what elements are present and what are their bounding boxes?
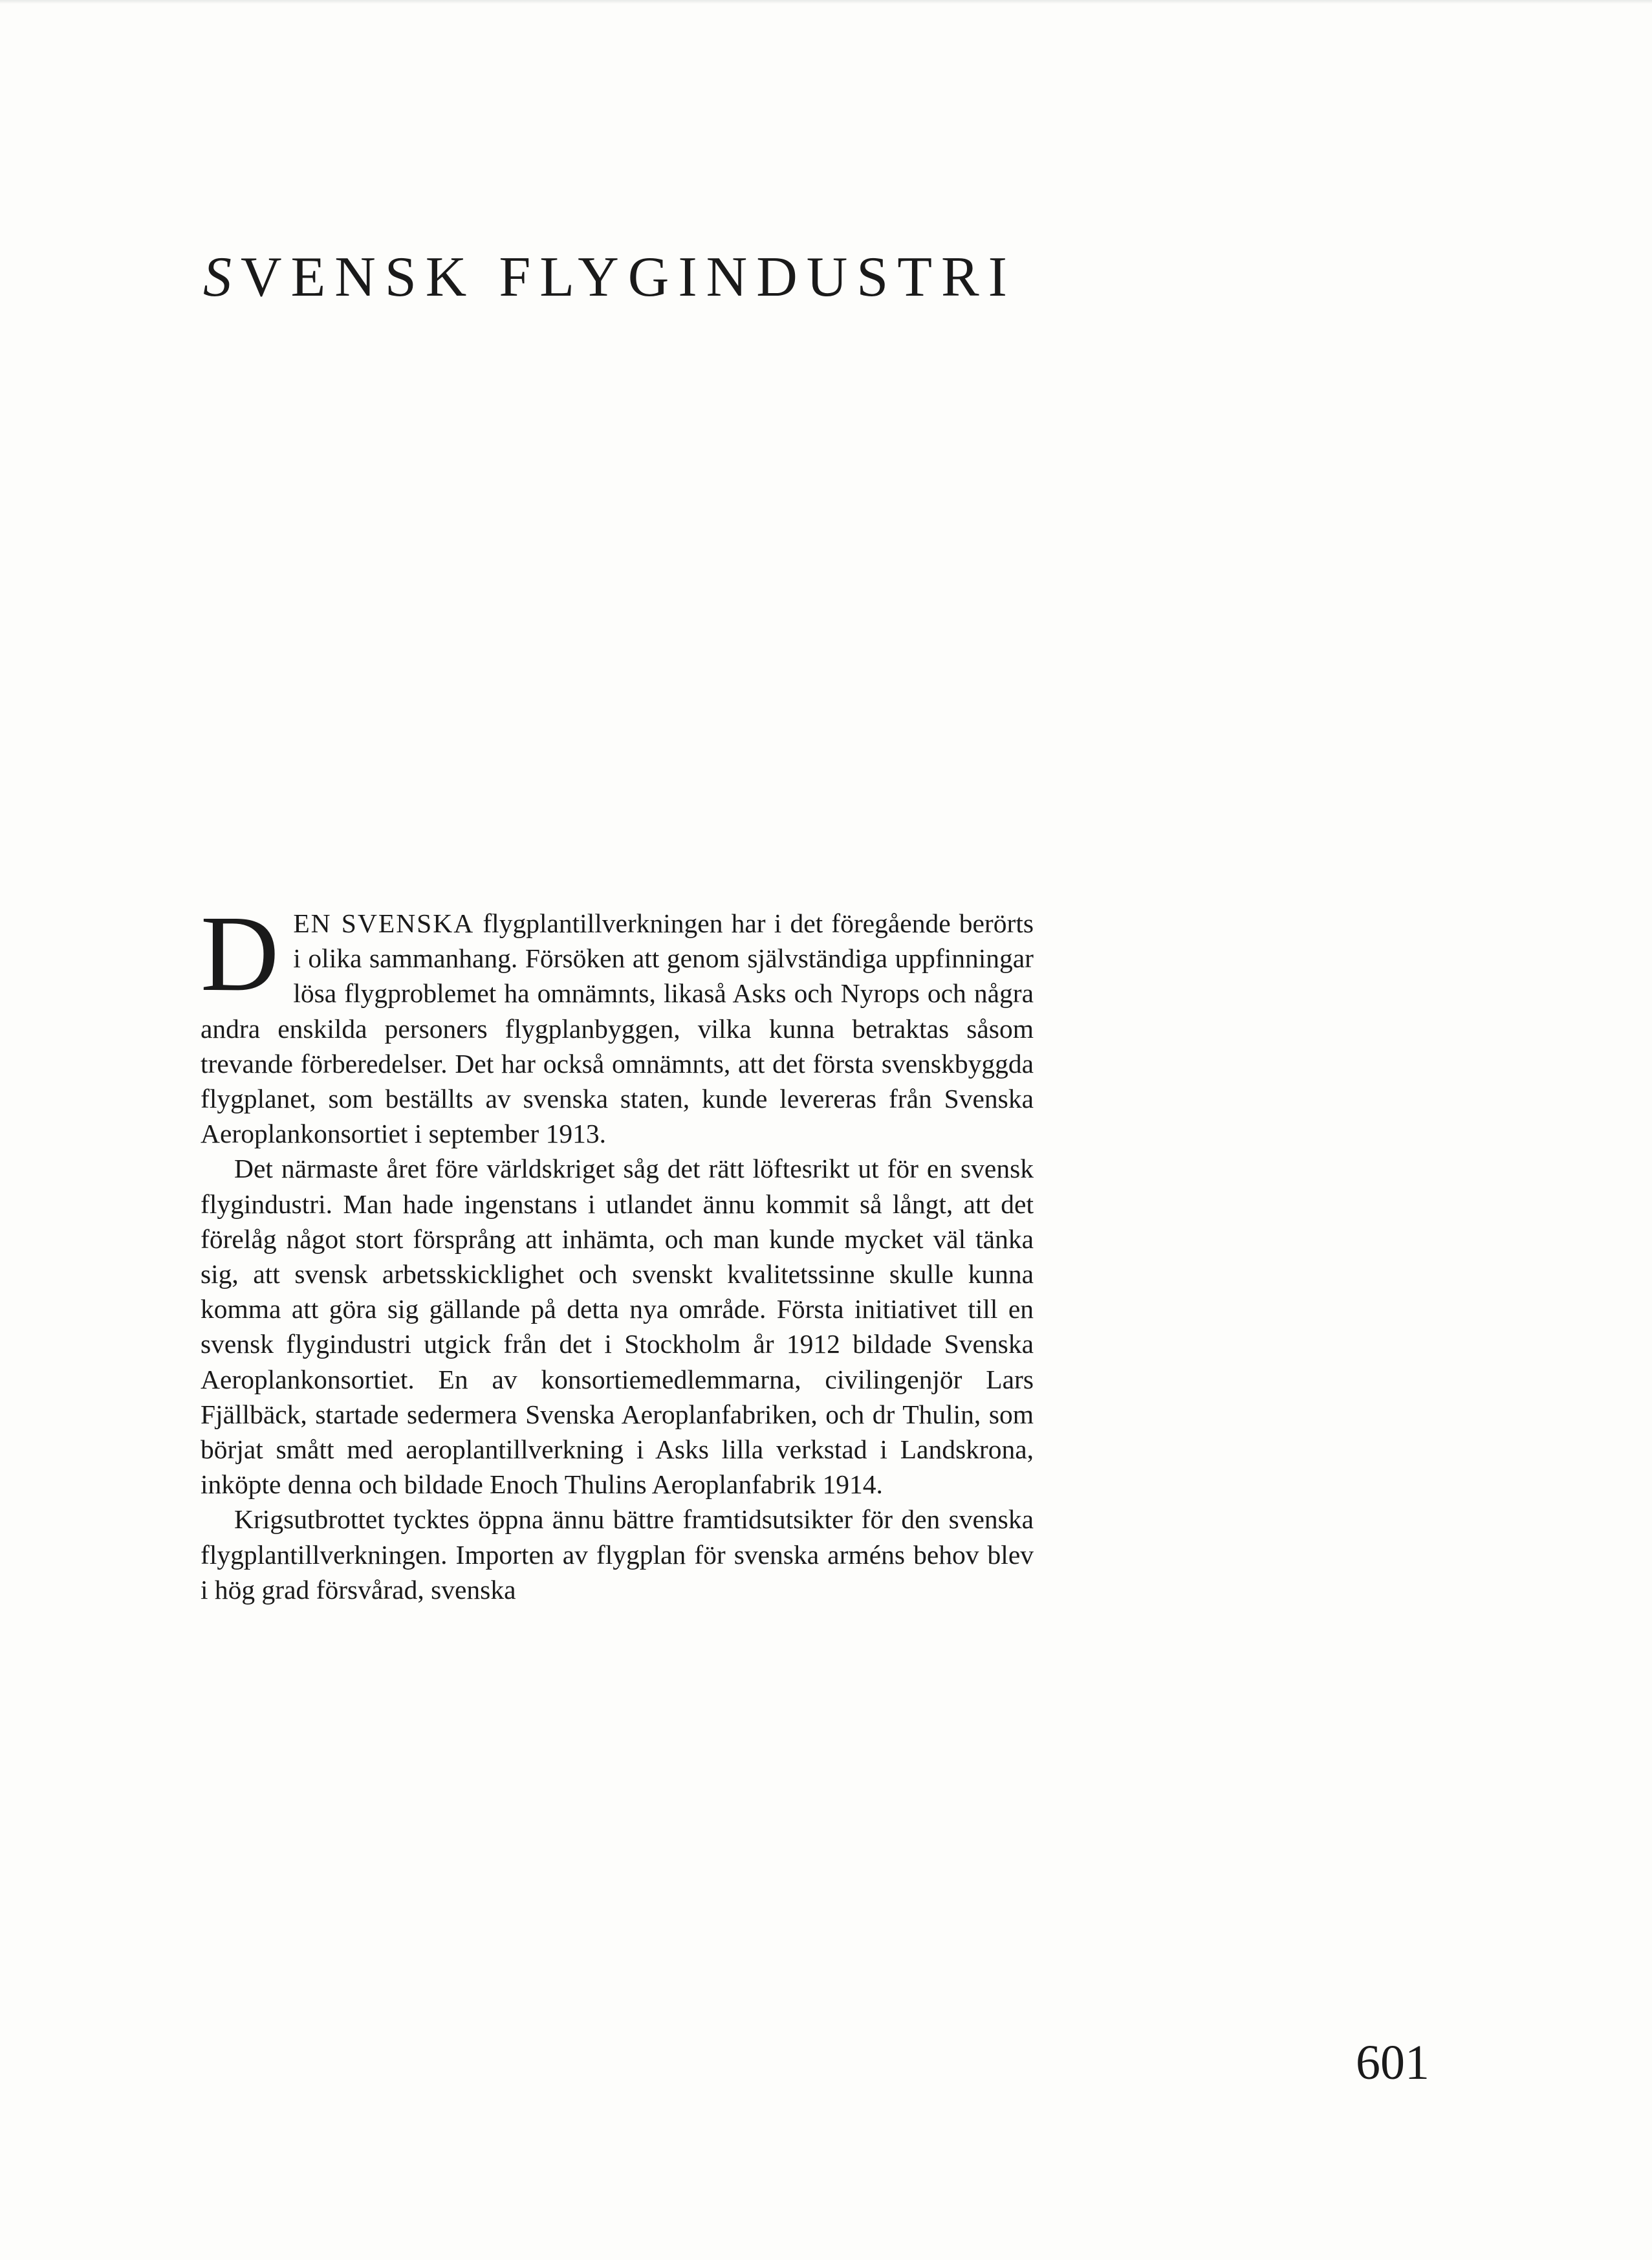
chapter-title-rest: VENSK FLYGINDUSTRI xyxy=(241,246,1016,309)
paragraph-1-text: flygplantillverkningen har i det föregående berörts i olika sammanhang. Försöken att genom självständiga uppfinningar lösa flygproblemet ha omnämnts, likaså Asks och Nyrops och några andra enskilda personers flygplanbyggen, vilka kunna betraktas såsom trevande förberedelser. Det har också omnämnts, att det första svenskbyggda flygplanet, som beställts av svenska staten, kunde levereras från Svenska Aeroplankonsortiet i september 1913. xyxy=(201,908,1034,1149)
article-body xyxy=(201,894,1034,1607)
page-number: 601 xyxy=(1356,2035,1429,2090)
page-top-edge xyxy=(0,0,1652,4)
drop-cap: D xyxy=(201,894,279,1014)
paragraph-2: Det närmaste året före världskriget såg det rätt löftesrikt ut för en svensk flygindustri. Man hade ingenstans i utlandet ännu kommit så långt, att det förelåg något stort försprång att inhämta, och man kunde mycket väl tänka sig, att svensk arbetsskicklighet och svenskt kvalitetssinne skulle kunna komma att göra sig gällande på detta nya område. Första initiativet till en svensk flygindustri utgick från det i Stockholm år 1912 bildade Svenska Aeroplankonsortiet. En av konsortiemedlemmarna, civilingenjör Lars Fjällbäck, startade sedermera Svenska Aeroplanfabriken, och dr Thulin, som börjat smått med aeroplantillverkning i Asks lilla verkstad i Landskrona, inköpte denna och bildade Enoch Thulins Aeroplanfabrik 1914. xyxy=(201,1154,1034,1500)
paragraph-3: Krigsutbrottet tycktes öppna ännu bättre framtidsutsikter för den svenska flygplantillverkningen. Importen av flygplan för svenska arméns behov blev i hög grad försvårad, svenska xyxy=(201,1504,1034,1605)
paragraph-1 xyxy=(201,894,1034,1151)
lead-in-smallcaps: EN SVENSKA xyxy=(293,908,475,938)
chapter-title-initial: S xyxy=(203,246,241,309)
chapter-title xyxy=(203,246,1109,309)
